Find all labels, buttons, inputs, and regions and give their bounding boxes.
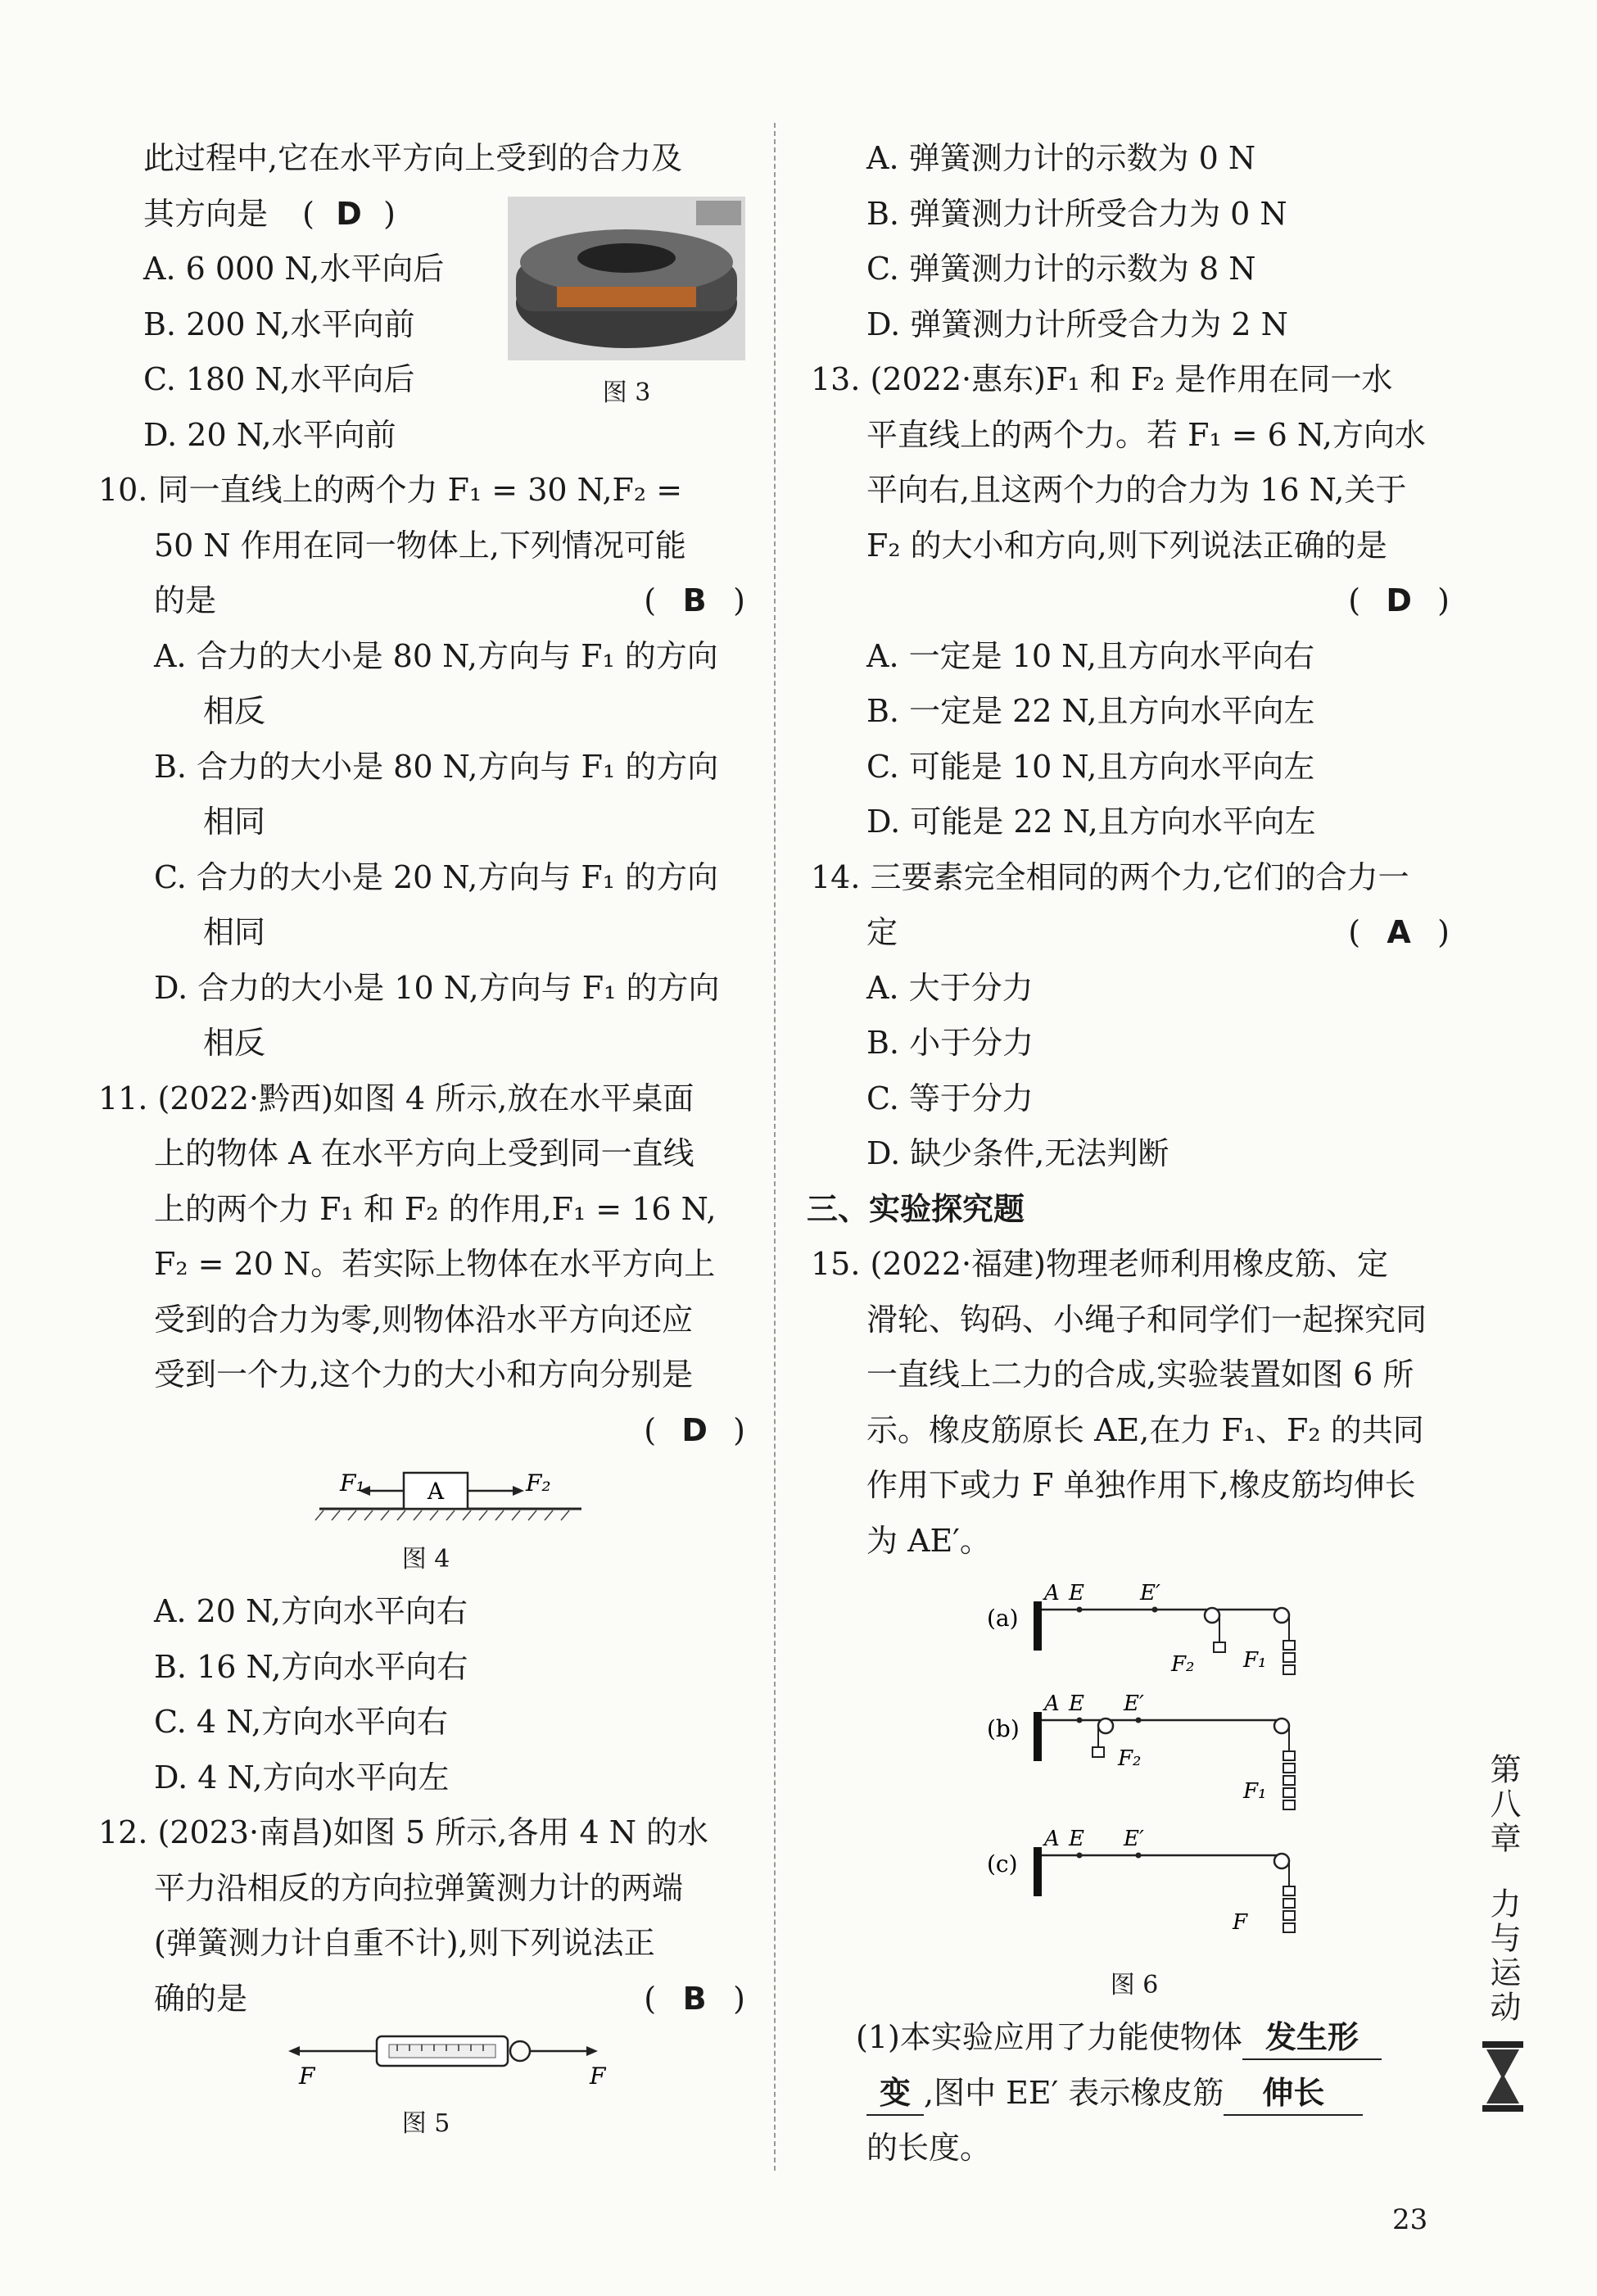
q9-option-a: A. 6 000 N,水平向后 — [143, 251, 445, 287]
q15-fill-1a: 发生形 — [1242, 2016, 1382, 2060]
q13-line-4: F₂ 的大小和方向,则下列说法正确的是 — [866, 527, 1387, 564]
q13-option-b: B. 一定是 22 N,且方向水平向左 — [866, 693, 1315, 729]
q15-line-3: 一直线上二力的合成,实验装置如图 6 所 — [866, 1356, 1414, 1393]
q13-line-3: 平向右,且这两个力的合力为 16 N,关于 — [866, 472, 1407, 508]
q10-option-b-cont: 相同 — [203, 804, 266, 840]
q12-line-4-text: 确的是 — [154, 1980, 248, 2017]
fig6b-F1: F₁ — [1243, 1779, 1267, 1804]
q12-line-3: (弹簧测力计自重不计),则下列说法正 — [154, 1925, 655, 1961]
q14-option-d: D. 缺少条件,无法判断 — [866, 1135, 1169, 1171]
fig6c-E: E — [1069, 1827, 1084, 1851]
fig6a-Ep: E′ — [1140, 1581, 1160, 1605]
q10-option-c: C. 合力的大小是 20 N,方向与 F₁ 的方向 — [154, 858, 719, 895]
column-divider — [774, 123, 776, 2171]
fig6-label-b: (b) — [987, 1715, 1020, 1742]
fig6-caption: 图 6 — [1110, 1971, 1159, 1999]
q10-option-a: A. 合力的大小是 80 N,方向与 F₁ 的方向 — [154, 637, 718, 674]
q15-sub1-line-2 — [819, 2066, 1450, 2122]
q10-option-b: B. 合力的大小是 80 N,方向与 F₁ 的方向 — [154, 748, 719, 785]
q13-line-1: 13. (2022·惠东)F₁ 和 F₂ 是作用在同一水 — [811, 361, 1393, 397]
q11-line-1: 11. (2022·黔西)如图 4 所示,放在水平桌面 — [98, 1080, 694, 1116]
q12-line-1: 12. (2023·南昌)如图 5 所示,各用 4 N 的水 — [98, 1814, 709, 1850]
q15-fill-2: 伸长 — [1224, 2072, 1363, 2116]
q13-answer: D — [1386, 582, 1412, 618]
robot-photo — [508, 197, 745, 360]
q15-line-6: 为 AE′。 — [866, 1522, 991, 1559]
q14-option-c: C. 等于分力 — [866, 1080, 1034, 1116]
q15-line-2: 滑轮、钩码、小绳子和同学们一起探究同 — [866, 1301, 1427, 1338]
q9-option-c: C. 180 N,水平向后 — [143, 361, 415, 397]
q11-option-c: C. 4 N,方向水平向右 — [154, 1704, 449, 1740]
q11-line-5: 受到的合力为零,则物体沿水平方向还应 — [154, 1301, 694, 1338]
q10-option-c-cont: 相同 — [203, 914, 266, 950]
q10-line-1: 10. 同一直线上的两个力 F₁ = 30 N,F₂ = — [98, 472, 683, 508]
q9-option-d: D. 20 N,水平向前 — [143, 416, 396, 453]
q12-option-b: B. 弹簧测力计所受合力为 0 N — [866, 195, 1287, 232]
chapter-title: 力与运动 — [1485, 1886, 1521, 2025]
fig6-diagram — [819, 1569, 1450, 1954]
q15-line-4: 示。橡皮筋原长 AE,在力 F₁、F₂ 的共同 — [866, 1411, 1424, 1448]
q14-line-2: 定 ( A ) — [819, 905, 1450, 961]
q10-line-3-text: 的是 — [154, 582, 217, 618]
section-3-heading: 三、实验探究题 — [807, 1190, 1025, 1227]
q10-answer: B — [682, 582, 707, 618]
fig6c-Ep: E′ — [1124, 1827, 1144, 1851]
question-11 — [98, 1071, 745, 1806]
q14-option-b: B. 小于分力 — [866, 1025, 1034, 1061]
q9-option-b: B. 200 N,水平向前 — [143, 306, 415, 342]
fig6c-A: A — [1044, 1827, 1060, 1851]
fig6b-E: E — [1069, 1691, 1084, 1716]
q12-option-a: A. 弹簧测力计的示数为 0 N — [866, 140, 1256, 176]
fig6c-F: F — [1233, 1910, 1248, 1935]
chapter-number: 第八章 — [1485, 1752, 1521, 1856]
q11-option-b: B. 16 N,方向水平向右 — [154, 1648, 468, 1685]
q15-sub1-pre: (1)本实验应用了力能使物体 — [856, 2019, 1242, 2055]
fig5-f-right: F — [590, 2063, 606, 2090]
fig5-spring-scale — [106, 2027, 745, 2092]
fig6a-F1: F₁ — [1243, 1648, 1267, 1673]
q15-fill-1b: 变 — [866, 2072, 924, 2116]
q12-line-2: 平力沿相反的方向拉弹簧测力计的两端 — [154, 1869, 684, 1906]
q11-answer-line: ( D ) — [106, 1403, 745, 1459]
q11-line-3: 上的两个力 F₁ 和 F₂ 的作用,F₁ = 16 N, — [154, 1190, 717, 1227]
question-9 — [106, 131, 745, 463]
question-15 — [811, 1237, 1450, 2176]
fig5-f-left: F — [299, 2063, 315, 2090]
fig6b-A: A — [1044, 1691, 1060, 1716]
fig6a-A: A — [1044, 1581, 1060, 1605]
q13-option-a: A. 一定是 10 N,且方向水平向右 — [866, 637, 1315, 674]
q15-line-1: 15. (2022·福建)物理老师利用橡皮筋、定 — [811, 1246, 1388, 1282]
question-12 — [98, 1805, 745, 2149]
q12-option-c: C. 弹簧测力计的示数为 8 N — [866, 251, 1256, 287]
q10-option-d: D. 合力的大小是 10 N,方向与 F₁ 的方向 — [154, 969, 720, 1006]
question-14 — [811, 850, 1450, 1182]
q11-line-4: F₂ = 20 N。若实际上物体在水平方向上 — [154, 1246, 716, 1282]
left-column — [98, 131, 745, 2149]
q11-line-2: 上的物体 A 在水平方向上受到同一直线 — [154, 1135, 694, 1171]
fig4-diagram — [106, 1458, 745, 1528]
fig6b-F2: F₂ — [1118, 1746, 1142, 1771]
question-10 — [98, 463, 745, 1071]
q12-options — [819, 131, 1450, 352]
q15-sub1-line-1 — [819, 2010, 1450, 2066]
q14-option-a: A. 大于分力 — [866, 969, 1034, 1006]
q9-stem-text: 其方向是 — [143, 195, 269, 232]
q15-line-5: 作用下或力 F 单独作用下,橡皮筋均伸长 — [866, 1467, 1416, 1503]
fig4-caption: 图 4 — [401, 1545, 450, 1574]
q12-option-d: D. 弹簧测力计所受合力为 2 N — [866, 306, 1288, 342]
f2-label: F₂ — [526, 1470, 551, 1497]
page-number: 23 — [1392, 2203, 1428, 2236]
q10-option-d-cont: 相反 — [203, 1025, 266, 1061]
q11-answer: D — [681, 1411, 708, 1448]
fig5-caption: 图 5 — [401, 2109, 450, 2138]
chapter-tab — [1474, 1737, 1531, 2121]
q9-stem-1: 此过程中,它在水平方向上受到的合力及 — [143, 140, 683, 176]
q14-answer: A — [1387, 914, 1411, 950]
block-a-label: A — [427, 1478, 445, 1505]
q11-option-d: D. 4 N,方向水平向左 — [154, 1759, 450, 1796]
fig6a-F2: F₂ — [1171, 1652, 1195, 1677]
q14-line-1: 14. 三要素完全相同的两个力,它们的合力一 — [811, 858, 1409, 895]
q9-stem-2: 其方向是 ( D ) — [106, 187, 745, 242]
fig6a-E: E — [1069, 1581, 1084, 1605]
q13-line-2: 平直线上的两个力。若 F₁ = 6 N,方向水 — [866, 416, 1426, 453]
q15-sub1-mid: ,图中 EE′ 表示橡皮筋 — [924, 2074, 1224, 2111]
q13-option-c: C. 可能是 10 N,且方向水平向左 — [866, 748, 1315, 785]
hourglass-icon — [1478, 2040, 1527, 2113]
q13-option-d: D. 可能是 22 N,且方向水平向左 — [866, 804, 1316, 840]
q10-line-2: 50 N 作用在同一物体上,下列情况可能 — [154, 527, 686, 564]
q13-answer-line: ( D ) — [819, 573, 1450, 629]
question-13 — [811, 352, 1450, 850]
fig6b-Ep: E′ — [1124, 1691, 1144, 1716]
q11-option-a: A. 20 N,方向水平向右 — [154, 1593, 468, 1629]
q11-line-6: 受到一个力,这个力的大小和方向分别是 — [154, 1356, 694, 1393]
q10-line-3: 的是 ( B ) — [106, 573, 745, 629]
f1-label: F₁ — [340, 1470, 365, 1497]
q12-line-4: 确的是 ( B ) — [106, 1972, 745, 2027]
q15-sub1-line-3: 的长度。 — [866, 2130, 992, 2166]
q10-option-a-cont: 相反 — [203, 693, 266, 729]
q12-answer: B — [682, 1980, 707, 2017]
fig6-label-a: (a) — [987, 1605, 1019, 1632]
q14-line-2-text: 定 — [866, 914, 898, 950]
q9-answer: D — [336, 195, 362, 232]
right-column — [807, 131, 1450, 2176]
fig3-caption: 图 3 — [602, 378, 651, 407]
fig6-label-c: (c) — [987, 1850, 1018, 1877]
